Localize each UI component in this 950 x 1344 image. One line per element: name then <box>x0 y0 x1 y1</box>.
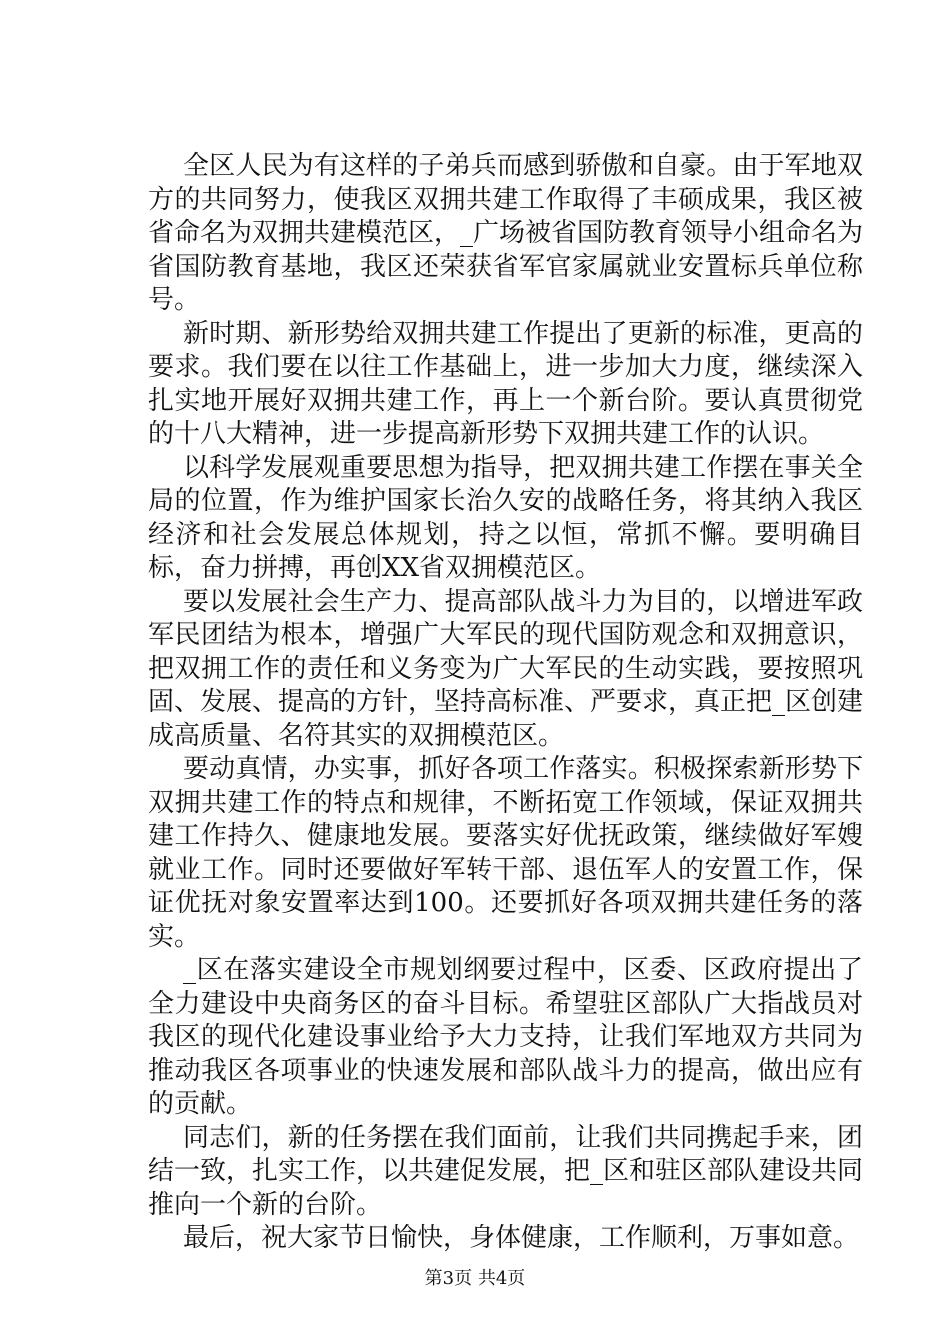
paragraph: 要以发展社会生产力、提高部队战斗力为目的，以增进军政军民团结为根本，增强广大军民的现代国防观念和双拥意识，把双拥工作的责任和义务变为广大军民的生动实践，要按照巩固、发展、提高的方针，坚持高标准、严要求，真正把_区创建成高质量、名符其实的双拥模范区。 <box>148 586 864 751</box>
document-body <box>148 150 863 1256</box>
paragraph: 同志们，新的任务摆在我们面前，让我们共同携起手来，团结一致，扎实工作，以共建促发展，把_区和驻区部队建设共同推向一个新的台阶。 <box>148 1122 864 1220</box>
page-number-footer: 第3页 共4页 <box>424 1268 526 1289</box>
paragraph: _区在落实建设全市规划纲要过程中，区委、区政府提出了全力建设中央商务区的奋斗目标。希望驻区部队广大指战员对我区的现代化建设事业给予大力支持，让我们军地双方共同为推动我区各项事业的快速发展和部队战斗力的提高，做出应有的贡献。 <box>148 955 863 1119</box>
paragraph: 新时期、新形势给双拥共建工作提出了更新的标准，更高的要求。我们要在以往工作基础上，进一步加大力度，继续深入扎实地开展好双拥共建工作，再上一个新台阶。要认真贯彻党的十八大精神，进一步提高新形势下双拥共建工作的认识。 <box>148 318 863 449</box>
paragraph: 最后，祝大家节日愉快，身体健康，工作顺利，万事如意。 <box>183 1223 860 1253</box>
paragraph: 全区人民为有这样的子弟兵而感到骄傲和自豪。由于军地双方的共同努力，使我区双拥共建工作取得了丰硕成果，我区被省命名为双拥共建模范区，_广场被省国防教育领导小组命名为省国防教育基地，我区还荣获省军官家属就业安置标兵单位称号。 <box>148 151 864 315</box>
paragraph: 要动真情，办实事，抓好各项工作落实。积极探索新形势下双拥共建工作的特点和规律，不断拓宽工作领域，保证双拥共建工作持久、健康地发展。要落实好优抚政策，继续做好军嫂就业工作。同时还要做好军转干部、退伍军人的安置工作，保证优抚对象安置率达到100。还要抓好各项双拥共建任务的落实。 <box>148 754 863 952</box>
paragraph: 以科学发展观重要思想为指导，把双拥共建工作摆在事关全局的位置，作为维护国家长治久安的战略任务，将其纳入我区经济和社会发展总体规划，持之以恒，常抓不懈。要明确目标，奋力拼搏，再创XX省双拥模范区。 <box>148 452 863 583</box>
